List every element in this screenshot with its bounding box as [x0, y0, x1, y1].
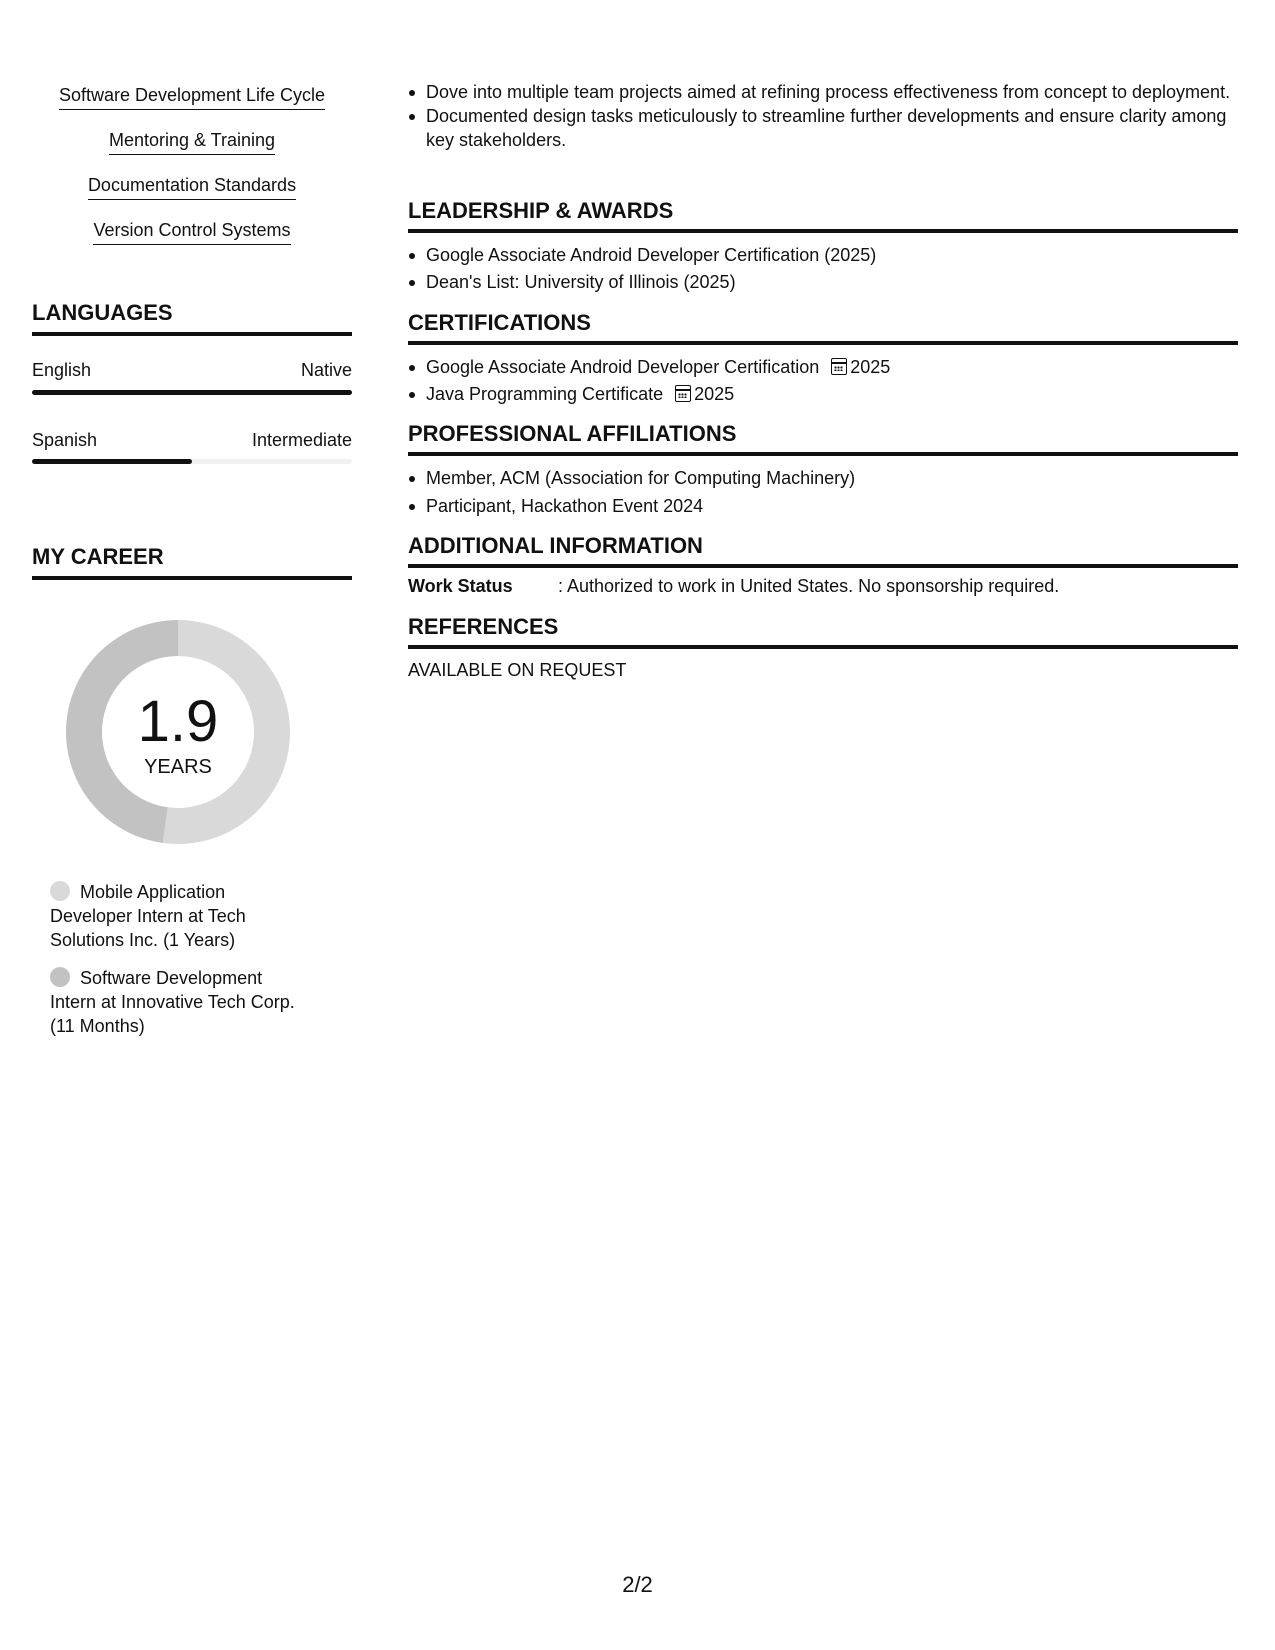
languages-heading: LANGUAGES: [32, 300, 173, 325]
language-name: English: [32, 360, 92, 380]
list-item: Documented design tasks meticulously to streamline further developments and ensure clarity among key stakeholders.: [408, 104, 1238, 152]
affiliations-heading: PROFESSIONAL AFFILIATIONS: [408, 421, 737, 446]
language-bar-fill: [32, 390, 352, 395]
section-rule: [32, 332, 352, 336]
skill-item: Mentoring & Training: [32, 129, 352, 155]
list-item: Google Associate Android Developer Certification (2025): [408, 243, 1238, 267]
career-heading: MY CAREER: [32, 544, 164, 569]
references-text: AVAILABLE ON REQUEST: [408, 660, 627, 680]
list-item: Dove into multiple team projects aimed at refining process effectiveness from concept to deployment.: [408, 80, 1238, 104]
certifications-section: [408, 310, 1238, 406]
work-status-row: [408, 575, 1238, 597]
legend-swatch: [50, 967, 70, 987]
career-total-value: 1.9: [137, 689, 219, 754]
references-section: [408, 614, 1238, 681]
career-legend-item: Software Development Intern at Innovative Tech Corp. (11 Months): [50, 968, 295, 1036]
section-rule: [408, 229, 1238, 233]
work-status-value: : Authorized to work in United States. No sponsorship required.: [558, 576, 1060, 596]
certification-item: Google Associate Android Developer Certification 2025: [408, 355, 1238, 379]
leadership-heading: LEADERSHIP & AWARDS: [408, 198, 674, 223]
legend-swatch: [50, 881, 70, 901]
list-item: Dean's List: University of Illinois (2025): [408, 270, 1238, 294]
language-bar-spanish: [32, 459, 352, 464]
leadership-section: [408, 198, 1238, 294]
language-level: Intermediate: [251, 430, 352, 450]
language-name: Spanish: [32, 430, 98, 450]
career-legend-item: Mobile Application Developer Intern at Tech Solutions Inc. (1 Years): [50, 882, 246, 950]
page-number: 2/2: [622, 1572, 653, 1597]
section-rule: [408, 341, 1238, 345]
certifications-list: [408, 355, 1238, 406]
skill-item: Version Control Systems: [32, 219, 352, 245]
section-rule: [408, 564, 1238, 568]
language-level: Native: [300, 360, 352, 380]
experience-bullets: [408, 80, 1238, 152]
references-heading: REFERENCES: [408, 614, 559, 639]
work-status-label: Work Status: [408, 576, 513, 596]
career-total-unit: YEARS: [144, 756, 212, 778]
calendar-icon: [675, 385, 691, 402]
languages-section: [32, 300, 352, 336]
certification-item: Java Programming Certificate 2025: [408, 382, 1238, 406]
list-item: Participant, Hackathon Event 2024: [408, 494, 1238, 518]
section-rule: [408, 645, 1238, 649]
affiliations-list: [408, 466, 1238, 518]
language-bar-english: [32, 390, 352, 395]
section-rule: [408, 452, 1238, 456]
skill-item: Software Development Life Cycle: [32, 84, 352, 110]
calendar-icon: [831, 358, 847, 375]
language-bar-fill: [32, 459, 192, 464]
affiliations-section: [408, 421, 1238, 518]
section-rule: [32, 576, 352, 580]
career-section: [32, 544, 352, 580]
additional-info-section: [408, 533, 1238, 597]
skill-item: Documentation Standards: [32, 174, 352, 200]
additional-info-heading: ADDITIONAL INFORMATION: [408, 533, 703, 558]
leadership-list: [408, 243, 1238, 294]
list-item: Member, ACM (Association for Computing Machinery): [408, 466, 1238, 490]
certifications-heading: CERTIFICATIONS: [408, 310, 591, 335]
career-donut-label: [66, 620, 290, 844]
